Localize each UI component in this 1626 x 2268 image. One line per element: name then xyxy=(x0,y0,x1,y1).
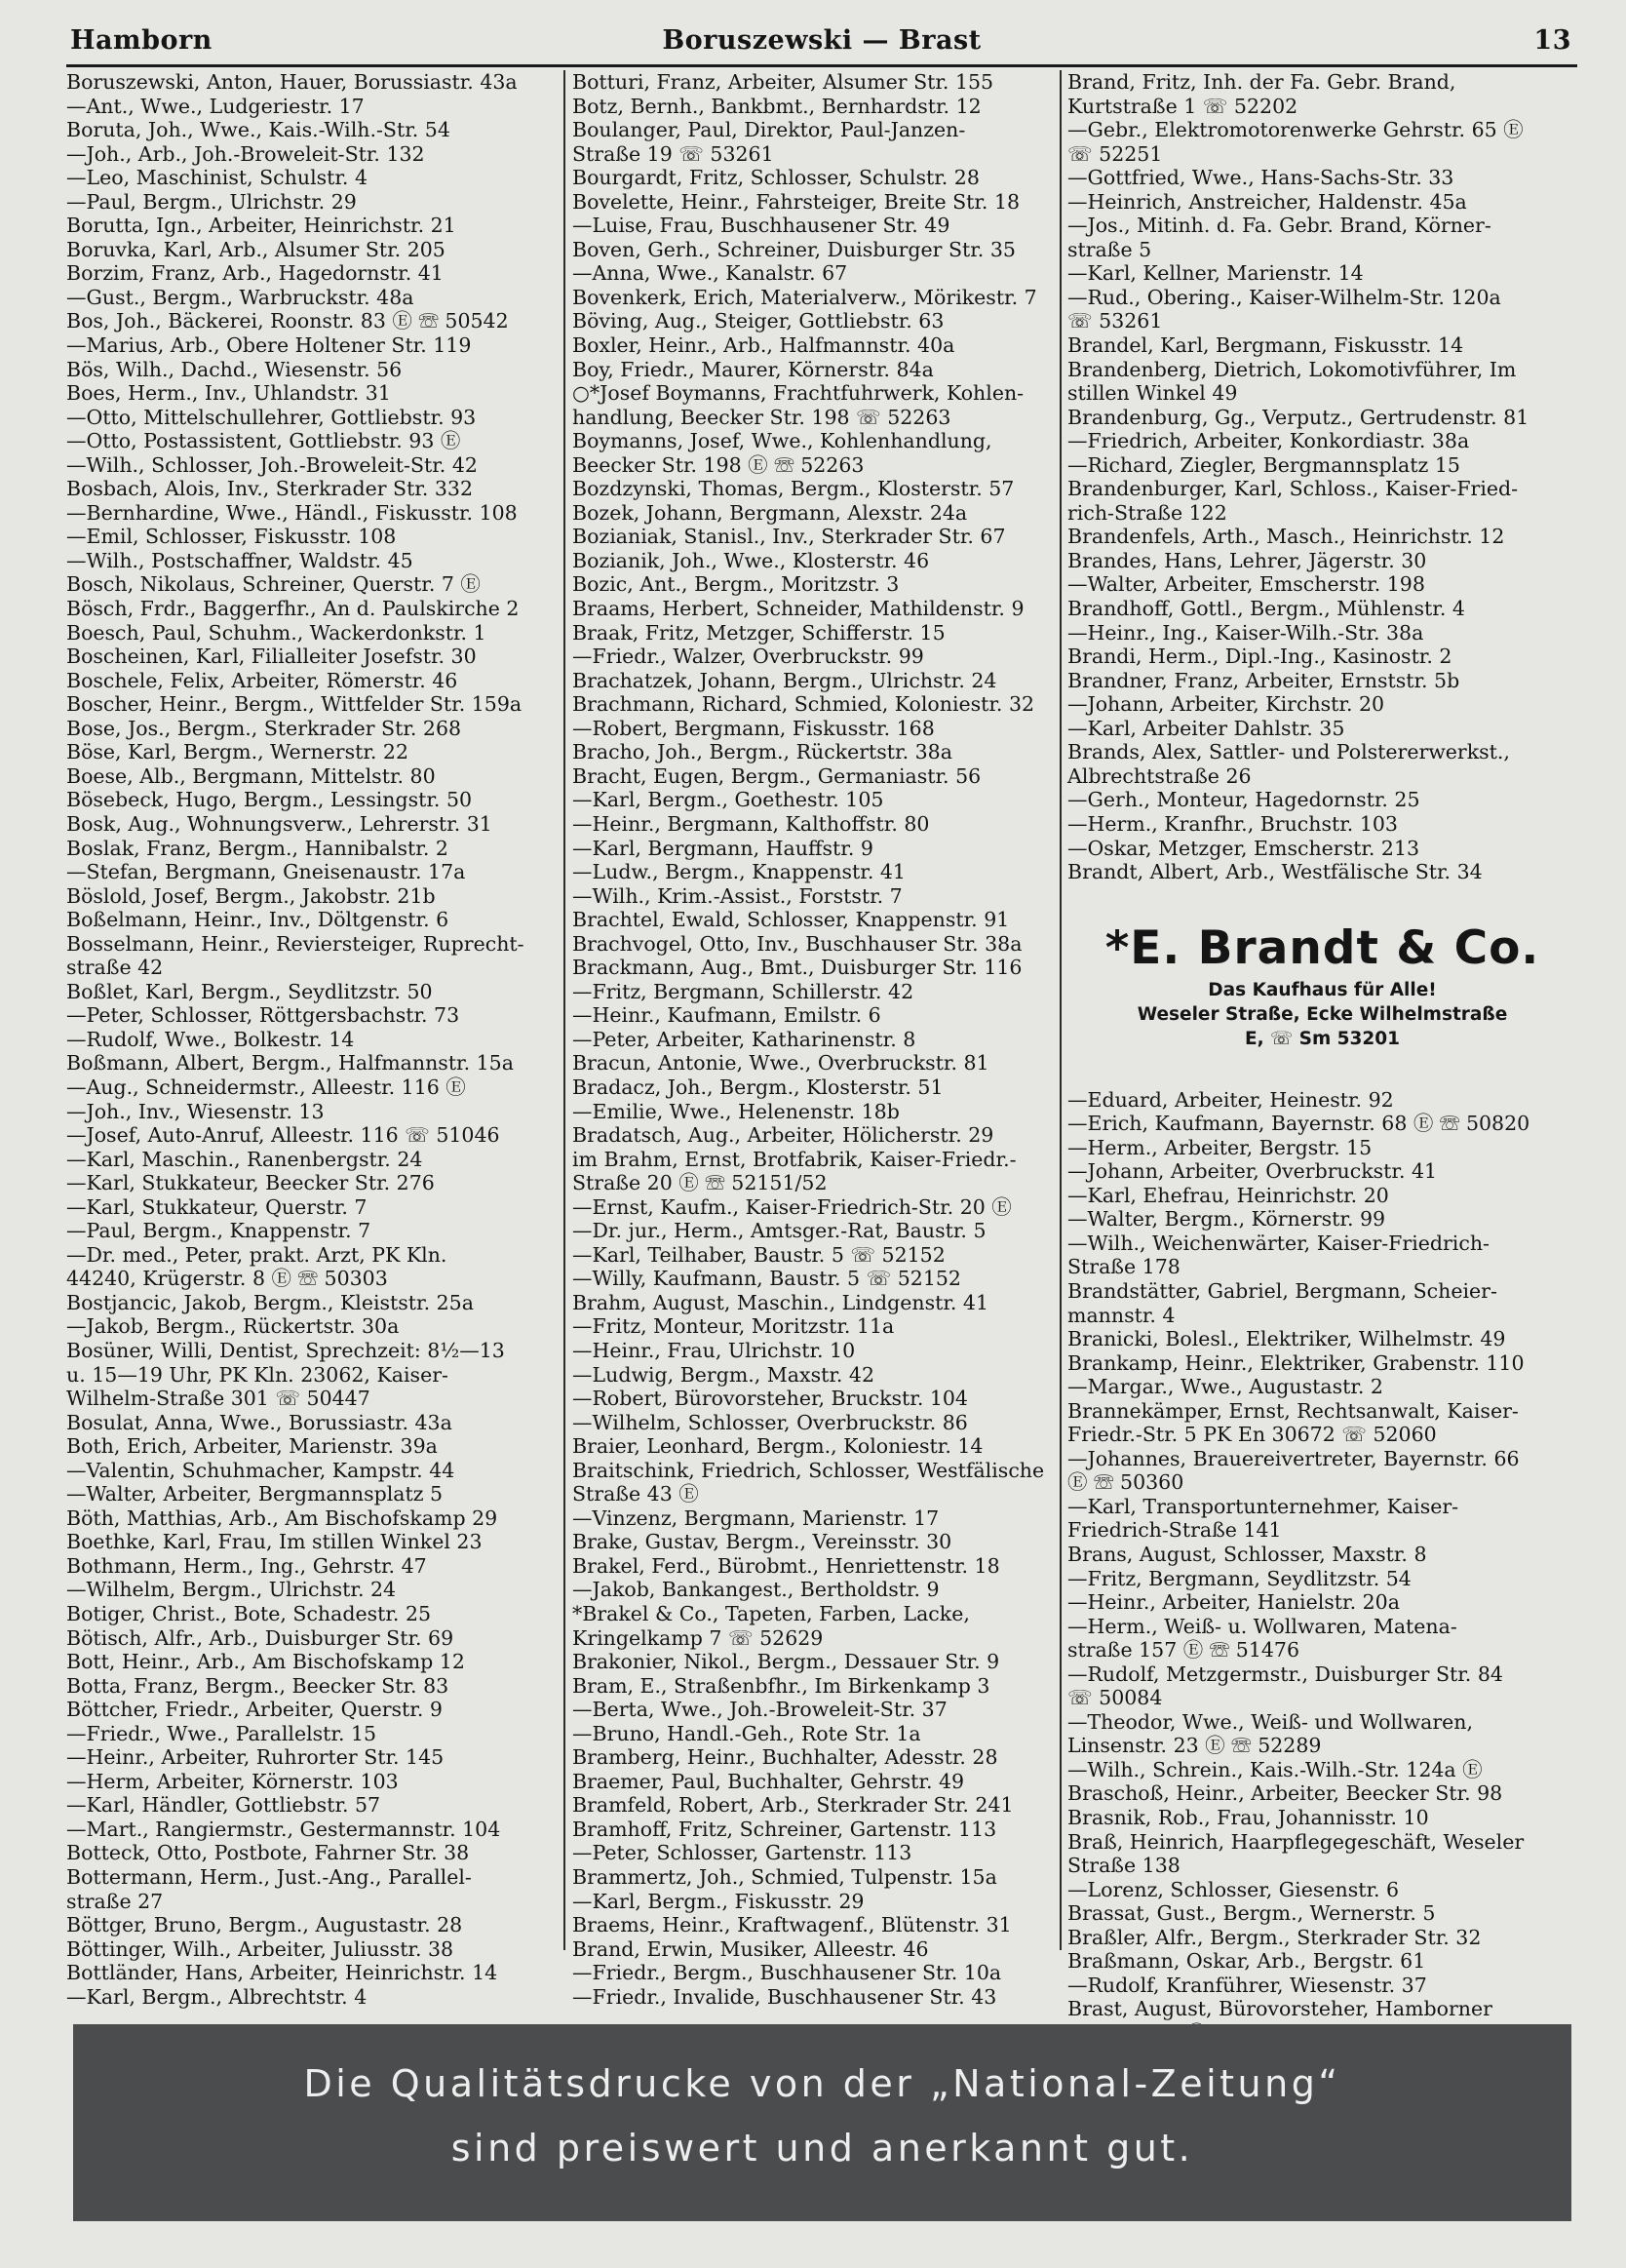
directory-entry: Bracht, Eugen, Bergm., Germaniastr. 56 xyxy=(572,763,982,788)
directory-entry: Bradatsch, Aug., Arbeiter, Hölicherstr. 29 xyxy=(572,1123,994,1148)
directory-entry: —Wilh., Weichenwärter, Kaiser-Friedrich- xyxy=(1067,1231,1490,1255)
directory-entry: ☏ 52251 xyxy=(1067,141,1163,166)
directory-entry: Braems, Heinr., Kraftwagenf., Blütenstr. 31 xyxy=(572,1913,1012,1937)
directory-entry: Bötisch, Alfr., Arb., Duisburger Str. 69 xyxy=(66,1625,454,1650)
directory-entry: straße 27 xyxy=(66,1889,164,1913)
directory-entry: —Herm., Weiß- u. Wollwaren, Matena- xyxy=(1067,1614,1457,1638)
directory-entry: Brasnik, Rob., Frau, Johannisstr. 10 xyxy=(1067,1806,1429,1829)
directory-entry: —Fritz, Monteur, Moritzstr. 11a xyxy=(572,1314,895,1339)
directory-entry: Boymanns, Josef, Wwe., Kohlenhandlung, xyxy=(572,429,992,453)
directory-entry: —Heinr., Kaufmann, Emilstr. 6 xyxy=(572,1003,881,1028)
column-2 xyxy=(572,70,1067,2009)
directory-entry: Bösch, Frdr., Baggerfhr., An d. Paulskirche 2 xyxy=(66,597,520,621)
directory-entry: —Friedrich, Arbeiter, Konkordiastr. 38a xyxy=(1067,429,1470,453)
directory-entry: Straße 43 Ⓔ xyxy=(572,1482,699,1506)
directory-entry: —Herm., Arbeiter, Bergstr. 15 xyxy=(1067,1135,1373,1159)
directory-entry: —Ant., Wwe., Ludgeriestr. 17 xyxy=(66,94,365,118)
directory-entry: —Emilie, Wwe., Helenenstr. 18b xyxy=(572,1099,900,1123)
directory-entry: —Johannes, Brauereivertreter, Bayernstr. 66 xyxy=(1067,1446,1520,1470)
directory-entry: Böse, Karl, Bergm., Wernerstr. 22 xyxy=(66,740,409,764)
directory-entry: —Ludw., Bergm., Knappenstr. 41 xyxy=(572,860,906,884)
directory-entry: Bracun, Antonie, Wwe., Overbruckstr. 81 xyxy=(572,1051,989,1075)
directory-entry: Beecker Str. 198 Ⓔ ☏ 52263 xyxy=(572,452,865,477)
directory-entry: Brakonier, Nikol., Bergm., Dessauer Str. 9 xyxy=(572,1650,1000,1674)
directory-entry: Brand, Fritz, Inh. der Fa. Gebr. Brand, xyxy=(1067,70,1456,94)
directory-entry: Boethke, Karl, Frau, Im stillen Winkel 23 xyxy=(66,1530,483,1554)
directory-entry: —Rudolf, Kranführer, Wiesenstr. 37 xyxy=(1067,1973,1427,1997)
directory-entry: Brakel, Ferd., Bürobmt., Henriettenstr. 18 xyxy=(572,1553,1000,1578)
directory-entry: Brands, Alex, Sattler- und Polstererwerkst., xyxy=(1067,740,1510,764)
directory-entry: Brammertz, Joh., Schmied, Tulpenstr. 15a xyxy=(572,1865,997,1890)
directory-entry: —Robert, Bürovorsteher, Bruckstr. 104 xyxy=(572,1387,968,1411)
directory-entry: —Friedr., Wwe., Parallelstr. 15 xyxy=(66,1721,377,1745)
directory-entry: Brand, Erwin, Musiker, Alleestr. 46 xyxy=(572,1936,929,1961)
directory-entry: —Lorenz, Schlosser, Giesenstr. 6 xyxy=(1067,1877,1400,1901)
directory-entry: —Heinrich, Anstreicher, Haldenstr. 45a xyxy=(1067,189,1467,214)
directory-entry: Bradacz, Joh., Bergm., Klosterstr. 51 xyxy=(572,1075,944,1099)
directory-entry: —Fritz, Bergmann, Seydlitzstr. 54 xyxy=(1067,1566,1412,1590)
directory-entry: Brandenberg, Dietrich, Lokomotivführer, Im xyxy=(1067,357,1517,381)
directory-entry: —Wilh., Krim.-Assist., Forststr. 7 xyxy=(572,883,903,908)
directory-entry: —Karl, Bergmann, Hauffstr. 9 xyxy=(572,836,873,860)
directory-entry: —Friedr., Walzer, Overbruckstr. 99 xyxy=(572,645,924,669)
directory-entry: Bozic, Ant., Bergm., Moritzstr. 3 xyxy=(572,572,900,597)
directory-entry: —Heinr., Bergmann, Kalthoffstr. 80 xyxy=(572,811,930,836)
directory-entry: —Jakob, Bankangest., Bertholdstr. 9 xyxy=(572,1578,940,1602)
directory-entry: Boslak, Franz, Bergm., Hannibalstr. 2 xyxy=(66,836,448,860)
directory-entry: 44240, Krügerstr. 8 Ⓔ ☏ 50303 xyxy=(66,1267,388,1291)
directory-entry: Wilhelm-Straße 301 ☏ 50447 xyxy=(66,1387,370,1411)
column-3-bottom xyxy=(1067,1088,1577,2046)
page-header xyxy=(66,21,1577,67)
directory-entry: Bos, Joh., Bäckerei, Roonstr. 83 Ⓔ ☏ 50542 xyxy=(66,309,509,333)
directory-entry: stillen Winkel 49 xyxy=(1067,381,1238,406)
directory-entry: straße 5 xyxy=(1067,237,1152,261)
directory-entry: u. 15—19 Uhr, PK Kln. 23062, Kaiser- xyxy=(66,1362,448,1387)
directory-entry: Bösebeck, Hugo, Bergm., Lessingstr. 50 xyxy=(66,788,473,812)
directory-entry: Straße 178 xyxy=(1067,1255,1181,1279)
directory-entry: Böslold, Josef, Bergm., Jakobstr. 21b xyxy=(66,883,436,908)
directory-entry: —Erich, Kaufmann, Bayernstr. 68 Ⓔ ☏ 50820 xyxy=(1067,1112,1530,1136)
directory-entry: Braemer, Paul, Buchhalter, Gehrstr. 49 xyxy=(572,1769,965,1793)
directory-entry: —Eduard, Arbeiter, Heinestr. 92 xyxy=(1067,1087,1394,1112)
directory-entry: Boese, Alb., Bergmann, Mittelstr. 80 xyxy=(66,763,436,788)
directory-entry: —Karl, Maschin., Ranenbergstr. 24 xyxy=(66,1147,423,1171)
directory-entry: Bottermann, Herm., Just.-Ang., Parallel- xyxy=(66,1865,472,1890)
directory-entry: Braitschink, Friedrich, Schlosser, Westfälische xyxy=(572,1458,1045,1482)
directory-entry: Kringelkamp 7 ☏ 52629 xyxy=(572,1625,824,1650)
directory-entry: —Leo, Maschinist, Schulstr. 4 xyxy=(66,166,368,190)
directory-entry: Straße 138 xyxy=(1067,1854,1181,1878)
directory-entry: *Brakel & Co., Tapeten, Farben, Lacke, xyxy=(572,1602,970,1625)
directory-entry: Bourgardt, Fritz, Schlosser, Schulstr. 28 xyxy=(572,166,980,190)
directory-entry: Boes, Herm., Inv., Uhlandstr. 31 xyxy=(66,381,391,406)
directory-entry: Bosulat, Anna, Wwe., Borussiastr. 43a xyxy=(66,1410,452,1434)
page-number: 13 xyxy=(1533,25,1571,56)
directory-entry: Boschele, Felix, Arbeiter, Römerstr. 46 xyxy=(66,668,458,692)
directory-entry: —Heinr., Ing., Kaiser-Wilh.-Str. 38a xyxy=(1067,620,1424,645)
banner-line-2: sind preiswert und anerkannt gut. xyxy=(450,2127,1194,2170)
directory-entry: handlung, Beecker Str. 198 ☏ 52263 xyxy=(572,405,951,429)
directory-entry: —Karl, Händler, Gottliebstr. 57 xyxy=(66,1793,381,1818)
directory-entry: Boy, Friedr., Maurer, Körnerstr. 84a xyxy=(572,357,934,381)
directory-entry: —Rud., Obering., Kaiser-Wilhelm-Str. 120a xyxy=(1067,285,1501,309)
directory-entry: —Karl, Kellner, Marienstr. 14 xyxy=(1067,261,1364,286)
directory-entry: —Karl, Stukkateur, Beecker Str. 276 xyxy=(66,1171,435,1195)
directory-entry: Boruszewski, Anton, Hauer, Borussiastr. 43a xyxy=(66,70,518,94)
column-3 xyxy=(1067,70,1577,2021)
directory-entry: —Wilh., Postschaffner, Waldstr. 45 xyxy=(66,548,413,572)
directory-entry: Braß, Heinrich, Haarpflegegeschäft, Weseler xyxy=(1067,1829,1525,1854)
directory-entry: —Otto, Mittelschullehrer, Gottliebstr. 93 xyxy=(66,405,477,429)
directory-entry: —Gerh., Monteur, Hagedornstr. 25 xyxy=(1067,788,1420,812)
directory-entry: Brankamp, Heinr., Elektriker, Grabenstr. 110 xyxy=(1067,1350,1525,1375)
directory-entry: —Karl, Bergm., Albrechtstr. 4 xyxy=(66,1984,368,2009)
directory-entry: —Johann, Arbeiter, Overbruckstr. 41 xyxy=(1067,1159,1438,1184)
directory-entry: Braier, Leonhard, Bergm., Koloniestr. 14 xyxy=(572,1434,984,1459)
directory-entry: Boven, Gerh., Schreiner, Duisburger Str. 35 xyxy=(572,237,1016,261)
directory-entry: Botteck, Otto, Postbote, Fahrner Str. 38 xyxy=(66,1841,470,1865)
directory-entry: Böving, Aug., Steiger, Gottliebstr. 63 xyxy=(572,309,945,333)
directory-entry: —Bruno, Handl.-Geh., Rote Str. 1a xyxy=(572,1721,921,1745)
directory-entry: —Karl, Arbeiter Dahlstr. 35 xyxy=(1067,716,1345,740)
directory-entry: Braak, Fritz, Metzger, Schifferstr. 15 xyxy=(572,620,946,645)
directory-entry: Bozek, Johann, Bergmann, Alexstr. 24a xyxy=(572,500,968,525)
directory-entry: —Bernhardine, Wwe., Händl., Fiskusstr. 108 xyxy=(66,500,518,525)
directory-entry: Brandi, Herm., Dipl.-Ing., Kasinostr. 2 xyxy=(1067,645,1452,669)
directory-entry: —Berta, Wwe., Joh.-Broweleit-Str. 37 xyxy=(572,1698,948,1722)
directory-entry: Bozianiak, Stanisl., Inv., Sterkrader Str. 67 xyxy=(572,525,1006,549)
directory-entry: ☏ 50084 xyxy=(1067,1686,1163,1710)
directory-entry: —Heinr., Arbeiter, Ruhrorter Str. 145 xyxy=(66,1745,445,1770)
directory-entry: —Oskar, Metzger, Emscherstr. 213 xyxy=(1067,836,1420,860)
directory-entry: Boesch, Paul, Schuhm., Wackerdonkstr. 1 xyxy=(66,620,486,645)
directory-entry: ○*Josef Boymanns, Frachtfuhrwerk, Kohlen- xyxy=(572,381,1025,406)
directory-entry: Böttinger, Wilh., Arbeiter, Juliusstr. 38 xyxy=(66,1936,454,1961)
directory-entry: Brast, August, Bürovorsteher, Hamborner xyxy=(1067,1997,1492,2021)
directory-entry: —Otto, Postassistent, Gottliebstr. 93 Ⓔ xyxy=(66,429,461,453)
directory-entry: Bozdzynski, Thomas, Bergm., Klosterstr. 57 xyxy=(572,477,1015,501)
directory-entry: Boscher, Heinr., Bergm., Wittfelder Str. 159a xyxy=(66,692,523,717)
directory-entry: —Karl, Transportunternehmer, Kaiser- xyxy=(1067,1494,1459,1518)
directory-entry: —Jakob, Bergm., Rückertstr. 30a xyxy=(66,1314,400,1339)
directory-entry: Böth, Matthias, Arb., Am Bischofskamp 29 xyxy=(66,1505,498,1530)
directory-entry: mannstr. 4 xyxy=(1067,1303,1176,1327)
directory-entry: —Friedr., Invalide, Buschhausener Str. 43 xyxy=(572,1984,997,2009)
directory-entry: —Josef, Auto-Anruf, Alleestr. 116 ☏ 51046 xyxy=(66,1123,500,1148)
directory-entry: Braschoß, Heinr., Arbeiter, Beecker Str. 98 xyxy=(1067,1781,1503,1806)
directory-entry: Brackmann, Aug., Bmt., Duisburger Str. 116 xyxy=(572,956,1023,980)
directory-entry: Brandhoff, Gottl., Bergm., Mühlenstr. 4 xyxy=(1067,597,1465,621)
directory-entry: Brachtel, Ewald, Schlosser, Knappenstr. 91 xyxy=(572,908,1010,932)
directory-entry: —Fritz, Bergmann, Schillerstr. 42 xyxy=(572,979,914,1003)
directory-entry: Bothmann, Herm., Ing., Gehrstr. 47 xyxy=(66,1553,427,1578)
directory-entry: —Aug., Schneidermstr., Alleestr. 116 Ⓔ xyxy=(66,1075,466,1099)
directory-entry: Botz, Bernh., Bankbmt., Bernhardstr. 12 xyxy=(572,94,982,118)
directory-entry: Brake, Gustav, Bergm., Vereinsstr. 30 xyxy=(572,1530,952,1554)
directory-entry: —Peter, Schlosser, Röttgersbachstr. 73 xyxy=(66,1003,460,1028)
directory-entry: —Gebr., Elektromotorenwerke Gehrstr. 65 Ⓔ xyxy=(1067,118,1524,142)
directory-entry: —Dr. med., Peter, prakt. Arzt, PK Kln. xyxy=(66,1242,447,1267)
directory-entry: Boßlet, Karl, Bergm., Seydlitzstr. 50 xyxy=(66,979,433,1003)
directory-entry: —Anna, Wwe., Kanalstr. 67 xyxy=(572,261,848,286)
directory-entry: Ⓔ ☏ 50360 xyxy=(1067,1470,1184,1495)
directory-entry: Brassat, Gust., Bergm., Wernerstr. 5 xyxy=(1067,1901,1436,1926)
directory-entry: —Joh., Arb., Joh.-Broweleit-Str. 132 xyxy=(66,141,425,166)
directory-entry: Boscheinen, Karl, Filialleiter Josefstr. 30 xyxy=(66,645,477,669)
directory-entry: —Paul, Bergm., Knappenstr. 7 xyxy=(66,1219,371,1243)
directory-entry: Brachatzek, Johann, Bergm., Ulrichstr. 24 xyxy=(572,668,997,692)
column-divider xyxy=(563,70,565,1950)
directory-entry: —Gottfried, Wwe., Hans-Sachs-Str. 33 xyxy=(1067,166,1454,190)
directory-entry: Branicki, Bolesl., Elektriker, Wilhelmstr. 49 xyxy=(1067,1327,1506,1351)
directory-entry: —Luise, Frau, Buschhausener Str. 49 xyxy=(572,214,950,238)
directory-entry: Brans, August, Schlosser, Maxstr. 8 xyxy=(1067,1542,1427,1566)
directory-entry: Straße 20 Ⓔ ☏ 52151/52 xyxy=(572,1171,828,1195)
directory-entry: —Richard, Ziegler, Bergmannsplatz 15 xyxy=(1067,452,1460,477)
ad-address: Weseler Straße, Ecke Wilhelmstraße xyxy=(1137,1003,1508,1025)
banner-line-1: Die Qualitätsdrucke von der „National-Zeitung“ xyxy=(303,2062,1341,2105)
directory-entry: —Karl, Bergm., Fiskusstr. 29 xyxy=(572,1889,865,1913)
directory-entry: —Gust., Bergm., Warbruckstr. 48a xyxy=(66,285,414,309)
directory-entry: Braams, Herbert, Schneider, Mathildenstr. 9 xyxy=(572,597,1025,621)
directory-entry: —Mart., Rangiermstr., Gestermannstr. 104 xyxy=(66,1817,501,1841)
column-divider xyxy=(1060,70,1062,1950)
directory-entry: Bovenkerk, Erich, Materialverw., Mörikestr. 7 xyxy=(572,285,1037,309)
directory-entry: Bovelette, Heinr., Fahrsteiger, Breite Str. 18 xyxy=(572,189,1021,214)
directory-entry: Brandenfels, Arth., Masch., Heinrichstr. 12 xyxy=(1067,525,1505,549)
directory-entry: —Karl, Teilhaber, Baustr. 5 ☏ 52152 xyxy=(572,1242,946,1267)
directory-entry: —Ludwig, Bergm., Maxstr. 42 xyxy=(572,1362,875,1387)
directory-entry: Straße 19 ☏ 53261 xyxy=(572,141,774,166)
directory-entry: Boruta, Joh., Wwe., Kais.-Wilh.-Str. 54 xyxy=(66,118,450,142)
directory-entry: Friedr.-Str. 5 PK En 30672 ☏ 52060 xyxy=(1067,1423,1437,1447)
directory-entry: Kurtstraße 1 ☏ 52202 xyxy=(1067,94,1298,118)
directory-entry: Brandel, Karl, Bergmann, Fiskusstr. 14 xyxy=(1067,333,1464,358)
directory-entry: Brandes, Hans, Lehrer, Jägerstr. 30 xyxy=(1067,548,1427,572)
directory-columns xyxy=(66,70,1577,2021)
directory-entry: —Karl, Ehefrau, Heinrichstr. 20 xyxy=(1067,1183,1389,1207)
directory-entry: Brandenburg, Gg., Verputz., Gertrudenstr. 81 xyxy=(1067,405,1529,429)
directory-entry: —Wilh., Schrein., Kais.-Wilh.-Str. 124a Ⓔ xyxy=(1067,1757,1483,1781)
directory-entry: Boxler, Heinr., Arb., Halfmannstr. 40a xyxy=(572,333,955,358)
directory-entry: Linsenstr. 23 Ⓔ ☏ 52289 xyxy=(1067,1734,1322,1758)
directory-entry: —Stefan, Bergmann, Gneisenaustr. 17a xyxy=(66,860,466,884)
directory-entry: Brandt, Albert, Arb., Westfälische Str. 34 xyxy=(1067,860,1483,884)
directory-entry: —Wilhelm, Bergm., Ulrichstr. 24 xyxy=(66,1578,397,1602)
directory-entry: Bose, Jos., Bergm., Sterkrader Str. 268 xyxy=(66,716,462,740)
directory-entry: Bottländer, Hans, Arbeiter, Heinrichstr. 14 xyxy=(66,1961,498,1985)
directory-entry: Bracho, Joh., Bergm., Rückertstr. 38a xyxy=(572,740,952,764)
directory-entry: Botturi, Franz, Arbeiter, Alsumer Str. 155 xyxy=(572,70,994,94)
directory-entry: Brandenburger, Karl, Schloss., Kaiser-Fried- xyxy=(1067,477,1519,501)
ad-slogan: Das Kaufhaus für Alle! xyxy=(1208,979,1437,1000)
ad-title: *E. Brandt & Co. xyxy=(1104,920,1540,975)
directory-entry: —Valentin, Schuhmacher, Kampstr. 44 xyxy=(66,1458,455,1482)
directory-entry: straße 42 xyxy=(66,956,164,980)
directory-entry: Bosbach, Alois, Inv., Sterkrader Str. 332 xyxy=(66,477,474,501)
directory-entry: Braßmann, Oskar, Arb., Bergstr. 61 xyxy=(1067,1949,1426,1974)
directory-entry: Friedrich-Straße 141 xyxy=(1067,1518,1282,1543)
bottom-banner xyxy=(73,2024,1571,2221)
directory-entry: Bramfeld, Robert, Arb., Sterkrader Str. 241 xyxy=(572,1793,1014,1818)
directory-entry: straße 157 Ⓔ ☏ 51476 xyxy=(1067,1638,1300,1662)
directory-entry: —Karl, Stukkateur, Querstr. 7 xyxy=(66,1194,368,1219)
directory-entry: Botta, Franz, Bergm., Beecker Str. 83 xyxy=(66,1673,449,1698)
directory-entry: —Rudolf, Wwe., Bolkestr. 14 xyxy=(66,1027,355,1051)
directory-entry: —Peter, Arbeiter, Katharinenstr. 8 xyxy=(572,1027,916,1051)
directory-entry: Bosch, Nikolaus, Schreiner, Querstr. 7 Ⓔ xyxy=(66,572,481,597)
directory-entry: Böttcher, Friedr., Arbeiter, Querstr. 9 xyxy=(66,1698,443,1722)
directory-entry: —Margar., Wwe., Augustastr. 2 xyxy=(1067,1375,1383,1399)
directory-entry: —Heinr., Frau, Ulrichstr. 10 xyxy=(572,1338,856,1362)
column-1 xyxy=(66,70,556,2009)
directory-entry: Botiger, Christ., Bote, Schadestr. 25 xyxy=(66,1602,432,1625)
directory-entry: —Robert, Bergmann, Fiskusstr. 168 xyxy=(572,716,935,740)
directory-entry: —Herm., Kranfhr., Bruchstr. 103 xyxy=(1067,811,1398,836)
directory-entry: im Brahm, Ernst, Brotfabrik, Kaiser-Friedr.- xyxy=(572,1147,1017,1171)
directory-entry: Böttger, Bruno, Bergm., Augustastr. 28 xyxy=(66,1913,463,1937)
directory-entry: Bosselmann, Heinr., Reviersteiger, Ruprecht- xyxy=(66,931,524,956)
directory-entry: Brachmann, Richard, Schmied, Koloniestr. 32 xyxy=(572,692,1035,717)
header-center-range: Boruszewski — Brast xyxy=(662,25,982,56)
directory-entry: —Heinr., Arbeiter, Hanielstr. 20a xyxy=(1067,1590,1400,1615)
directory-entry: —Marius, Arb., Obere Holtener Str. 119 xyxy=(66,333,472,358)
directory-entry: Brandner, Franz, Arbeiter, Ernststr. 5b xyxy=(1067,668,1460,692)
directory-entry: —Peter, Schlosser, Gartenstr. 113 xyxy=(572,1841,912,1865)
directory-entry: —Theodor, Wwe., Weiß- und Wollwaren, xyxy=(1067,1709,1474,1734)
directory-entry: Both, Erich, Arbeiter, Marienstr. 39a xyxy=(66,1434,438,1459)
directory-entry: —Karl, Bergm., Goethestr. 105 xyxy=(572,788,884,812)
directory-entry: —Rudolf, Metzgermstr., Duisburger Str. 84 xyxy=(1067,1662,1503,1686)
directory-entry: Bosk, Aug., Wohnungsverw., Lehrerstr. 31 xyxy=(66,811,492,836)
directory-entry: Borzim, Franz, Arb., Hagedornstr. 41 xyxy=(66,261,444,286)
directory-entry: —Walter, Bergm., Körnerstr. 99 xyxy=(1067,1207,1386,1232)
directory-entry: —Willy, Kaufmann, Baustr. 5 ☏ 52152 xyxy=(572,1267,961,1291)
directory-entry: —Wilh., Schlosser, Joh.-Broweleit-Str. 42 xyxy=(66,452,478,477)
directory-entry: Bozianik, Joh., Wwe., Klosterstr. 46 xyxy=(572,548,930,572)
directory-entry: —Wilhelm, Schlosser, Overbruckstr. 86 xyxy=(572,1410,968,1434)
directory-entry: —Joh., Inv., Wiesenstr. 13 xyxy=(66,1099,325,1123)
directory-entry: —Dr. jur., Herm., Amtsger.-Rat, Baustr. 5 xyxy=(572,1219,987,1243)
directory-entry: Bös, Wilh., Dachd., Wiesenstr. 56 xyxy=(66,357,403,381)
directory-entry: Boßelmann, Heinr., Inv., Döltgenstr. 6 xyxy=(66,908,449,932)
directory-entry: Bramberg, Heinr., Buchhalter, Adesstr. 28 xyxy=(572,1745,998,1770)
directory-entry: —Paul, Bergm., Ulrichstr. 29 xyxy=(66,189,357,214)
directory-entry: Bosüner, Willi, Dentist, Sprechzeit: 8½—13 xyxy=(66,1338,505,1362)
ad-contact: E, ☏ Sm 53201 xyxy=(1244,1028,1401,1049)
directory-entry: Albrechtstraße 26 xyxy=(1067,763,1252,788)
directory-entry: ☏ 53261 xyxy=(1067,309,1163,333)
directory-entry: Brahm, August, Maschin., Lindgenstr. 41 xyxy=(572,1290,988,1314)
directory-entry: —Friedr., Bergm., Buschhausener Str. 10a xyxy=(572,1961,1002,1985)
directory-entry: Bott, Heinr., Arb., Am Bischofskamp 12 xyxy=(66,1650,465,1674)
directory-entry: Brannekämper, Ernst, Rechtsanwalt, Kaiser- xyxy=(1067,1398,1519,1423)
directory-entry: Brandstätter, Gabriel, Bergmann, Scheier- xyxy=(1067,1278,1497,1303)
brandt-advertisement xyxy=(1067,919,1577,1051)
directory-entry: Brachvogel, Otto, Inv., Buschhauser Str. 38a xyxy=(572,931,1023,956)
directory-entry: Boulanger, Paul, Direktor, Paul-Janzen- xyxy=(572,118,966,142)
directory-entry: —Walter, Arbeiter, Bergmannsplatz 5 xyxy=(66,1482,444,1506)
directory-entry: —Walter, Arbeiter, Emscherstr. 198 xyxy=(1067,572,1425,597)
directory-entry: —Emil, Schlosser, Fiskusstr. 108 xyxy=(66,525,397,549)
directory-entry: Boßmann, Albert, Bergm., Halfmannstr. 15a xyxy=(66,1051,514,1075)
directory-entry: Bostjancic, Jakob, Bergm., Kleiststr. 25a xyxy=(66,1290,474,1314)
column-3-top xyxy=(1067,70,1577,884)
directory-entry: rich-Straße 122 xyxy=(1067,500,1227,525)
header-left-title: Hamborn xyxy=(70,25,213,56)
directory-entry: Borutta, Ign., Arbeiter, Heinrichstr. 21 xyxy=(66,214,456,238)
directory-entry: Bramhoff, Fritz, Schreiner, Gartenstr. 113 xyxy=(572,1817,997,1841)
directory-entry: —Jos., Mitinh. d. Fa. Gebr. Brand, Körner- xyxy=(1067,214,1491,238)
directory-entry: —Ernst, Kaufm., Kaiser-Friedrich-Str. 20 Ⓔ xyxy=(572,1194,1012,1219)
directory-entry: Bram, E., Straßenbfhr., Im Birkenkamp 3 xyxy=(572,1673,990,1698)
directory-entry: Braßler, Alfr., Bergm., Sterkrader Str. 32 xyxy=(1067,1925,1482,1949)
directory-entry: Boruvka, Karl, Arb., Alsumer Str. 205 xyxy=(66,237,445,261)
directory-entry: —Vinzenz, Bergmann, Marienstr. 17 xyxy=(572,1505,940,1530)
directory-entry: —Herm, Arbeiter, Körnerstr. 103 xyxy=(66,1769,399,1793)
directory-entry: —Johann, Arbeiter, Kirchstr. 20 xyxy=(1067,692,1385,717)
